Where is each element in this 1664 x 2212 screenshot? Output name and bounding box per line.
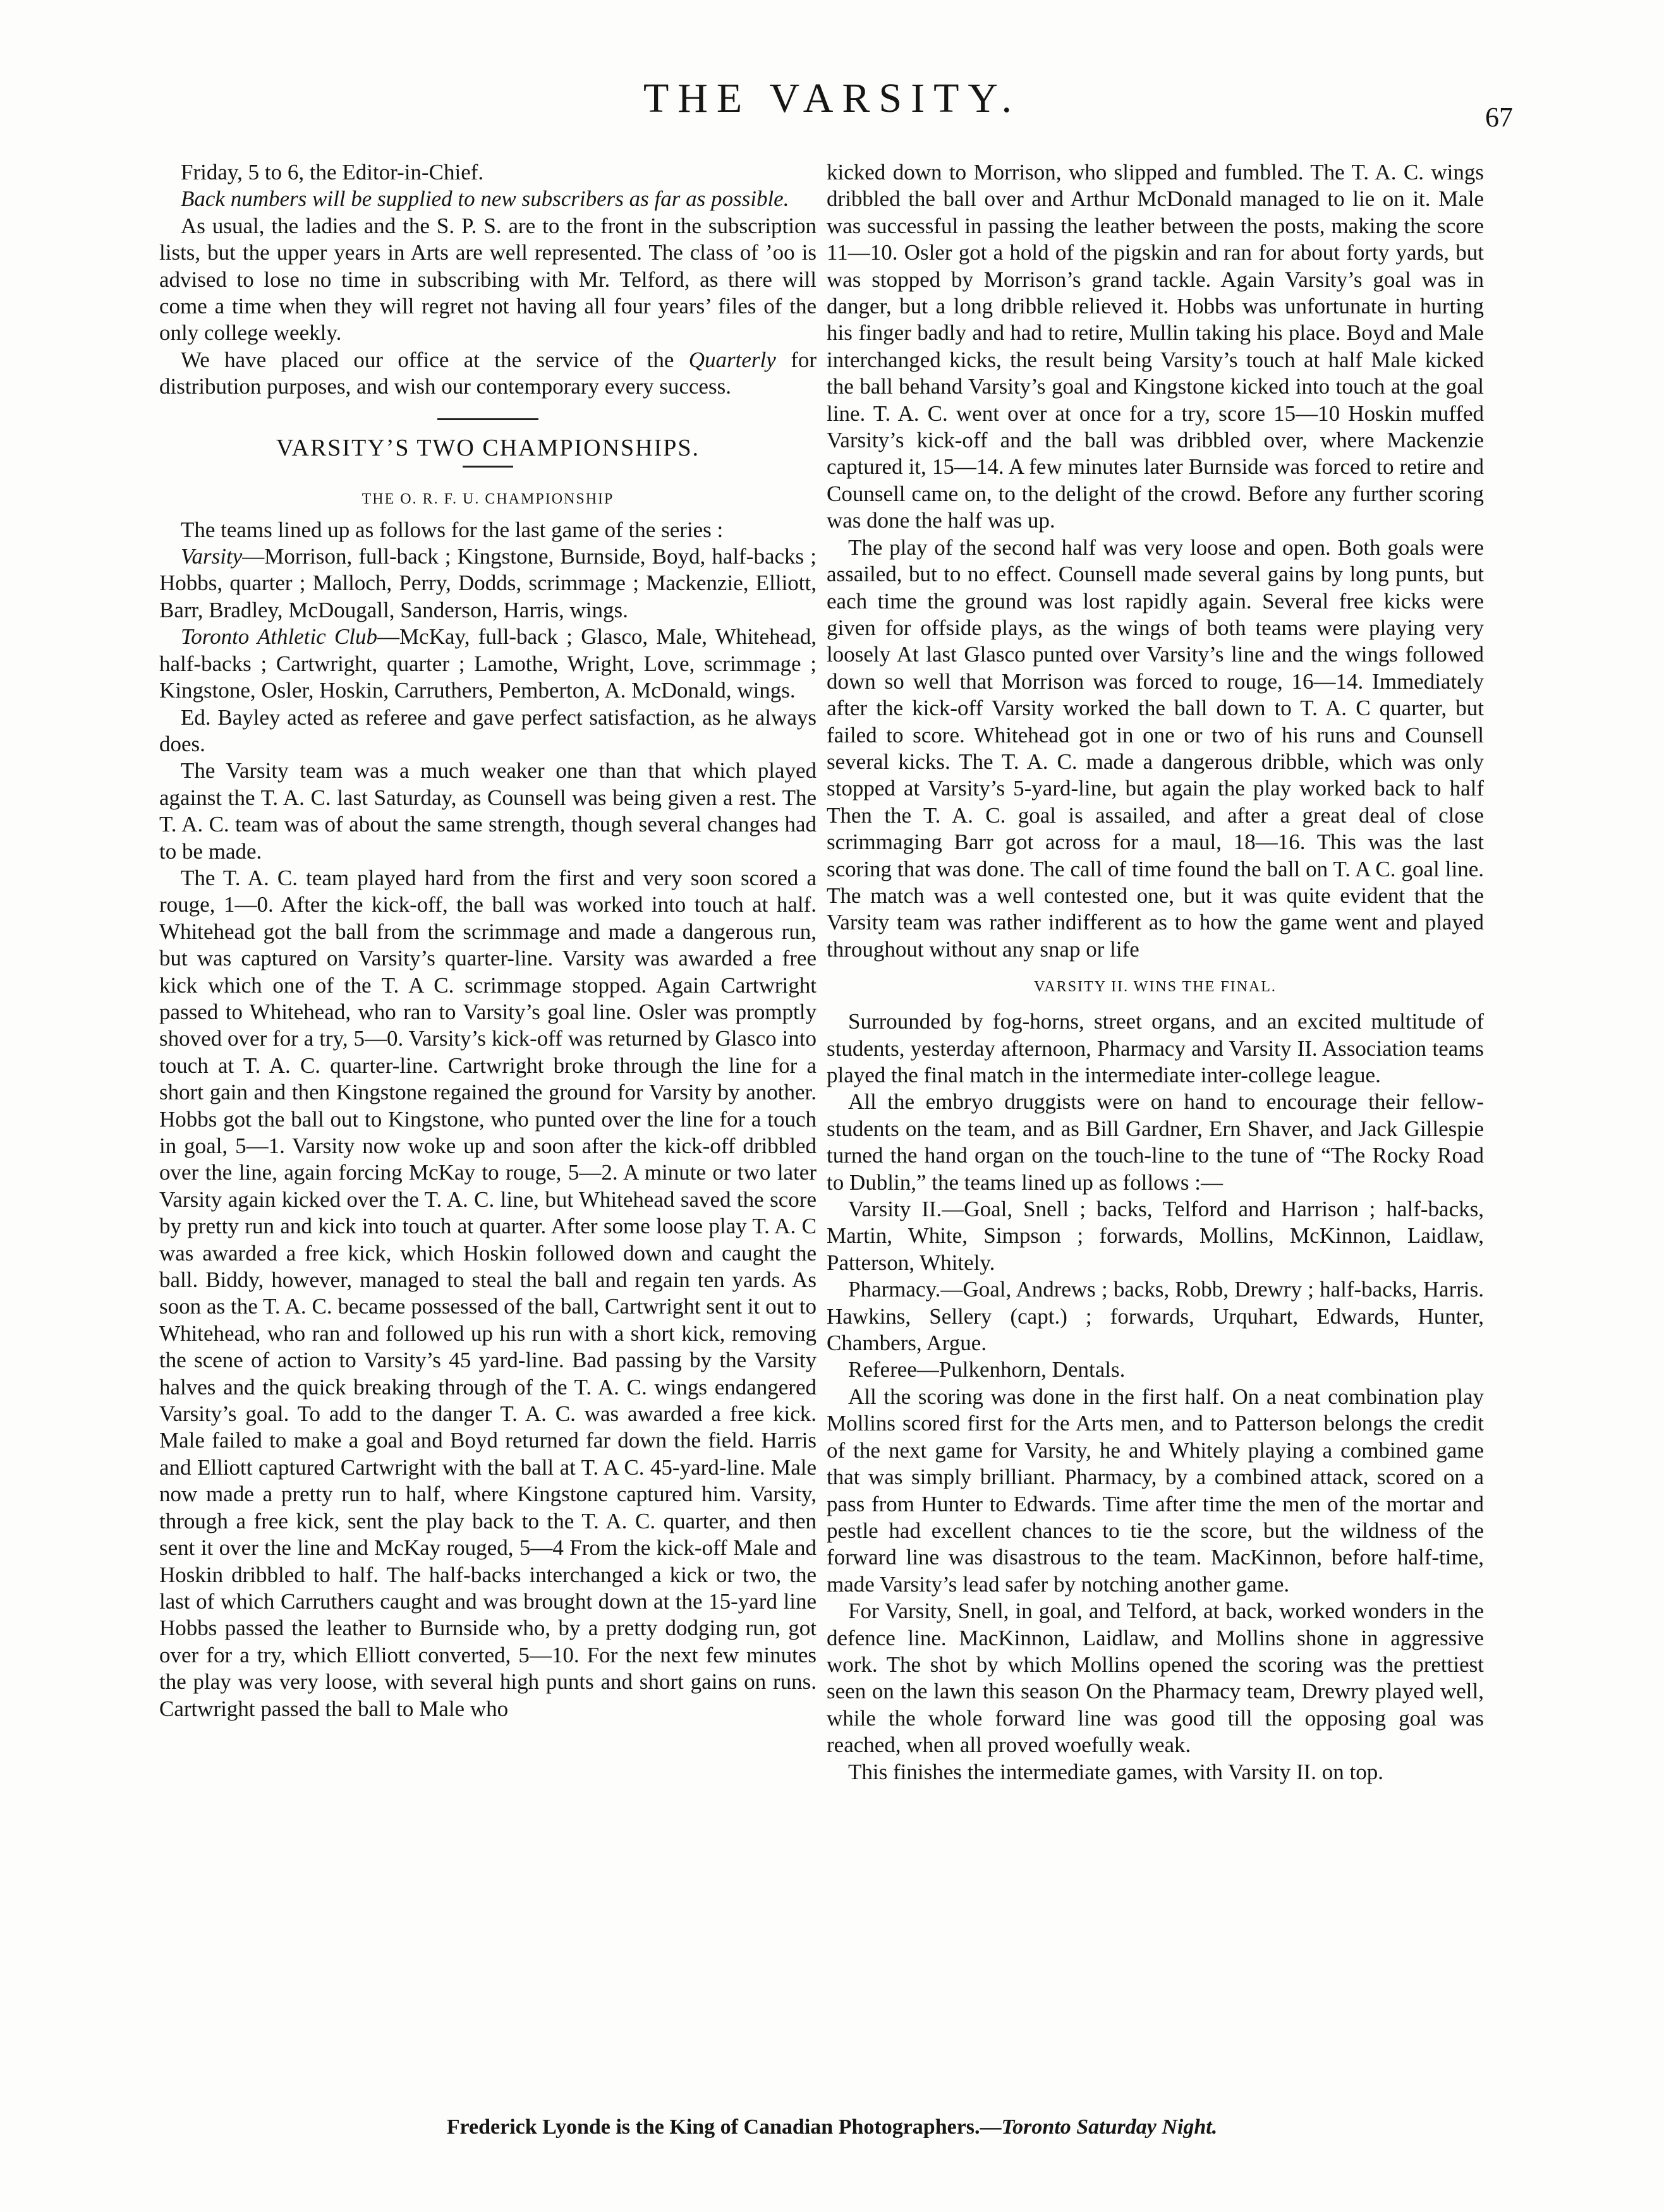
performance-paragraph: For Varsity, Snell, in goal, and Telford, at back, worked wonders in the defence line. MacKinnon, Laidlaw, and Mollins shone in aggressive work. The shot by which Mollins opened the scoring was the prettiest seen on the lawn this season On the Pharmacy team, Drewry played well, while the whole forward line was good till the opposing goal was reached, when all proved woefully weak.	[827, 1599, 1484, 1758]
final-intro-paragraph: Surrounded by fog-horns, street organs, and an excited multitude of students, yesterday afternoon, Pharmacy and Varsity II. Association teams played the final match in the intermediate inter-college league.	[827, 1009, 1484, 1087]
masthead-title: THE VARSITY.	[643, 75, 1021, 121]
subhead-final: VARSITY II. WINS THE FINAL.	[1034, 979, 1277, 996]
section-divider	[437, 418, 538, 420]
page-number: 67	[1485, 102, 1513, 133]
quarterly-text-a: We have placed our office at the service of the	[181, 347, 689, 372]
scoring-paragraph: All the scoring was done in the first half. On a neat combination play Mollins scored first for the Arts men, and to Patterson belongs the credit of the next game for Varsity, he and Whitely playing a combined game that was simply brilliant. Pharmacy, by a combined attack, scored on a pass from Hunter to Edwards. Time after time the men of the mortar and pestle had excellent chances to tie the score, but the wildness of the forward line was disastrous to the team. MacKinnon, before half-time, made Varsity’s lead safer by notching another game.	[827, 1384, 1484, 1597]
varsity-lineup-text: —Morrison, full-back ; Kingstone, Burnside, Boyd, half-backs ; Hobbs, quarter ; Malloch, Perry, Dodds, scrimmage ; Mackenzie, Elliott, Barr, Bradley, McDougall, Sanderson, Harris, wings.	[159, 544, 817, 622]
footer-advert	[0, 2115, 1664, 2139]
subhead-orfu: THE O. R. F. U. CHAMPIONSHIP	[361, 490, 614, 507]
final-referee: Referee—Pulkenhorn, Dentals.	[848, 1357, 1126, 1382]
druggists-paragraph: All the embryo druggists were on hand to encourage their fellow-students on the team, and as Bill Gardner, Ern Shaver, and Jack Gillespie turned the hand organ on the touch-line to the tune of “The Rocky Road to Dublin,” the teams lined up as follows :—	[827, 1089, 1484, 1195]
varsity-label: Varsity	[181, 544, 243, 569]
footer-source: Toronto Saturday Night.	[1001, 2115, 1218, 2139]
pharmacy-lineup: Pharmacy.—Goal, Andrews ; backs, Robb, Drewry ; half-backs, Harris. Hawkins, Sellery (capt.) ; forwards, Urquhart, Edwards, Hunter, Chambers, Argue.	[827, 1277, 1484, 1356]
headline-rule	[463, 466, 513, 468]
right-column	[827, 159, 1484, 1786]
second-half-paragraph: The play of the second half was very loose and open. Both goals were assailed, but to no effect. Counsell made several gains by long punts, but each time the ground was lost rapidly again. Several free kicks were given for offside plays, as the wings of both teams were playing very loosely At last Glasco punted over Varsity’s line and the wings followed down so well that Morrison was forced to rouge, 16—14. Immediately after the kick-off Varsity worked the ball down to T. A. C quarter, but failed to score. Whitehead got in one or two of his runs and Counsell several kicks. The T. A. C. made a dangerous dribble, which was only stopped at Varsity’s 5-yard-line, but again the play worked back to half Then the T. A. C. goal is assailed, and after a great deal of close scrimmaging Barr got across for a maul, 18—16. This was the last scoring that was done. The call of time found the ball on T. A C. goal line. The match was a well contested one, but it was quite evident that the Varsity team was rather indifferent as to how the game went and played throughout without any snap or life	[827, 535, 1484, 962]
quarterly-paragraph	[159, 347, 817, 401]
varsity-ii-lineup: Varsity II.—Goal, Snell ; backs, Telford and Harrison ; half-backs, Martin, White, Simpson ; forwards, Mollins, McKinnon, Laidlaw, Patterson, Whitely.	[827, 1197, 1484, 1275]
first-half-continued: kicked down to Morrison, who slipped and fumbled. The T. A. C. wings dribbled the ball over and Arthur McDonald managed to lie on it. Male was successful in passing the leather between the posts, making the score 11—10. Osler got a hold of the pigskin and ran for about forty yards, but was stopped by Morrison’s grand tackle. Again Varsity’s goal was in danger, but a long dribble relieved it. Hobbs was unfortunate in hurting his finger badly and had to retire, Mullin taking his place. Boyd and Male interchanged kicks, the result being Varsity’s touch at half Male kicked the ball behand Varsity’s goal and Kingstone kicked into touch at the goal line. T. A. C. went over at once for a try, score 15—10 Hoskin muffed Varsity’s kick-off and the ball was dribbled over, where Mackenzie captured it, 15—14. A few minutes later Burnside was forced to retire and Counsell came on, to the delight of the crowd. Before any further scoring was done the half was up.	[827, 160, 1484, 533]
tac-lineup-text: —McKay, full-back ; Glasco, Male, Whitehead, half-backs ; Cartwright, quarter ; Lamothe, Wright, Love, scrimmage ; Kingstone, Osler, Hoskin, Carruthers, Pemberton, A. McDonald, wings.	[159, 624, 817, 703]
closing-paragraph: This finishes the intermediate games, with Varsity II. on top.	[848, 1759, 1383, 1784]
footer-text: Frederick Lyonde is the King of Canadian Photographers.—	[446, 2115, 1002, 2139]
quarterly-title: Quarterly	[688, 347, 776, 372]
quarterly-text-b: for distribution purposes, and wish our contemporary every success.	[159, 347, 817, 399]
teams-intro: The teams lined up as follows for the last game of the series :	[181, 517, 724, 542]
referee-paragraph: Ed. Bayley acted as referee and gave perfect satisfaction, as he always does.	[159, 704, 817, 756]
tac-lineup	[159, 624, 817, 704]
office-hours-line: Friday, 5 to 6, the Editor-in-Chief.	[181, 160, 484, 184]
article-headline: VARSITY’S TWO CHAMPIONSHIPS.	[276, 434, 700, 461]
varsity-lineup	[159, 543, 817, 624]
back-numbers-paragraph: Back numbers will be supplied to new subscribers as far as possible.	[181, 186, 789, 212]
first-half-paragraph: The T. A. C. team played hard from the first and very soon scored a rouge, 1—0. After the kick-off, the ball was worked into touch at half. Whitehead got the ball from the scrimmage and made a dangerous run, but was captured on Varsity’s quarter-line. Varsity was awarded a free kick which one of the T. A C. scrimmage stopped. Again Cartwright passed to Whitehead, who ran to Varsity’s goal line. Osler was promptly shoved over for a try, 5—0. Varsity’s kick-off was returned by Glasco into touch at T. A. C. quarter-line. Cartwright broke through the line for a short gain and then Kingstone regained the ground for Varsity by another. Hobbs got the ball out to Kingstone, who punted over the line for a touch in goal, 5—1. Varsity now woke up and soon after the kick-off dribbled over the line, again forcing McKay to rouge, 5—2. A minute or two later Varsity again kicked over the T. A. C. line, but Whitehead saved the score by pretty run and kick into touch at quarter. After some loose play T. A. C was awarded a free kick, which Hoskin followed down and caught the ball. Biddy, however, managed to steal the ball and regain ten yards. As soon as the T. A. C. became possessed of the ball, Cartwright sent it out to Whitehead, who ran and followed up his run with a short kick, removing the scene of action to Varsity’s 45 yard-line. Bad passing by the Varsity halves and the quick breaking through of the T. A. C. wings endangered Varsity’s goal. To add to the danger T. A. C. was awarded a free kick. Male failed to make a goal and Boyd returned far down the field. Harris and Elliott captured Cartwright with the ball at T. A C. 45-yard-line. Male now made a pretty run to half, where Kingstone captured him. Varsity, through a free kick, sent the play back to the T. A. C. quarter, and then sent it over the line and McKay rouged, 5—4 From the kick-off Male and Hoskin dribbled to half. The half-backs interchanged a kick or two, the last of which Carruthers caught and was brought down at the 15-yard line Hobbs passed the leather to Burnside who, by a pretty dodging run, got over for a try, which Elliott converted, 5—10. For the next few minutes the play was very loose, with several high punts and short gains on runs. Cartwright passed the ball to Male who	[159, 865, 817, 1721]
subscription-paragraph: As usual, the ladies and the S. P. S. are to the front in the subscription lists, but the upper years in Arts are well represented. The class of ’oo is advised to lose no time in subscribing with Mr. Telford, as there will come a time when they will regret not having all four years’ files of the only college weekly.	[159, 213, 817, 346]
left-column	[159, 159, 817, 1722]
team-strength-paragraph: The Varsity team was a much weaker one than that which played against the T. A. C. last Saturday, as Counsell was being given a rest. The T. A. C. team was of about the same strength, though several changes had to be made.	[159, 758, 817, 864]
tac-label: Toronto Athletic Club	[181, 624, 378, 650]
